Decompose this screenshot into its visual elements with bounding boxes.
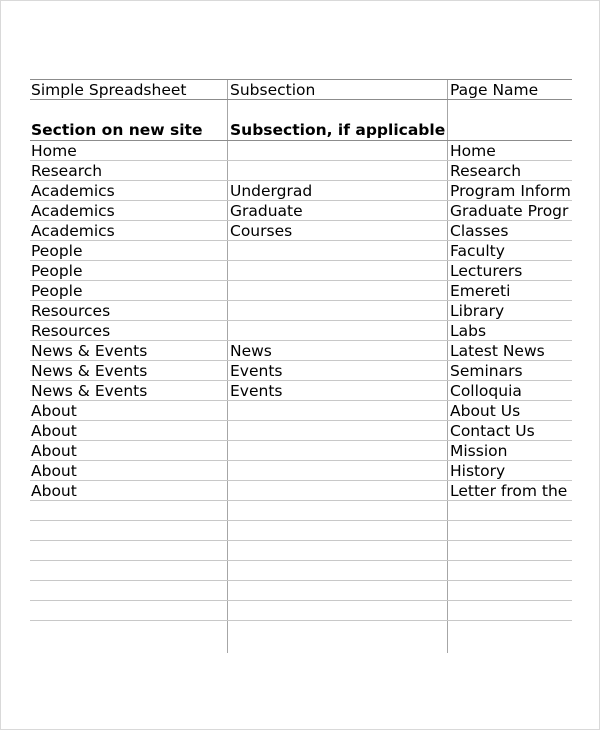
table-row bbox=[30, 360, 572, 381]
page-name-cell: Mission bbox=[450, 442, 508, 460]
subsection-cell: Events bbox=[230, 382, 283, 400]
section-cell: Research bbox=[31, 162, 103, 180]
section-cell: Academics bbox=[31, 182, 115, 200]
page-name-cell: Colloquia bbox=[450, 382, 522, 400]
table-row bbox=[30, 260, 572, 281]
page-name-cell: About Us bbox=[450, 402, 521, 420]
section-cell: News & Events bbox=[31, 382, 148, 400]
section-cell: About bbox=[31, 402, 77, 420]
subsection-cell: Courses bbox=[230, 222, 293, 240]
table-row bbox=[30, 220, 572, 241]
table-row bbox=[30, 540, 572, 561]
page-name-cell: Faculty bbox=[450, 242, 505, 260]
section-cell: About bbox=[31, 442, 77, 460]
subsection-cell: Graduate bbox=[230, 202, 303, 220]
table-row bbox=[30, 180, 572, 201]
subheader-cell-section: Section on new site bbox=[31, 121, 203, 139]
table-row bbox=[30, 520, 572, 541]
section-cell: Resources bbox=[31, 322, 111, 340]
table-row bbox=[30, 620, 572, 641]
header-cell-simple-spreadsheet: Simple Spreadsheet bbox=[31, 81, 187, 99]
table-row bbox=[30, 440, 572, 461]
page-name-cell: Research bbox=[450, 162, 522, 180]
section-cell: News & Events bbox=[31, 362, 148, 380]
table-row bbox=[30, 400, 572, 421]
section-cell: About bbox=[31, 462, 77, 480]
page-name-cell: Library bbox=[450, 302, 505, 320]
page-name-cell: Lecturers bbox=[450, 262, 523, 280]
header-row bbox=[30, 79, 572, 100]
page-name-cell: Emereti bbox=[450, 282, 511, 300]
header-cell-subsection: Subsection bbox=[230, 81, 316, 99]
section-cell: Resources bbox=[31, 302, 111, 320]
page-name-cell: Latest News bbox=[450, 342, 545, 360]
page-name-cell: History bbox=[450, 462, 506, 480]
subsection-cell: News bbox=[230, 342, 272, 360]
table-row bbox=[30, 500, 572, 521]
subheader-cell-subsection: Subsection, if applicable bbox=[230, 121, 446, 139]
section-cell: About bbox=[31, 422, 77, 440]
section-cell: People bbox=[31, 262, 83, 280]
table-row bbox=[30, 300, 572, 321]
section-cell: Academics bbox=[31, 222, 115, 240]
table-row bbox=[30, 380, 572, 401]
table-row bbox=[30, 600, 572, 621]
page-name-cell: Labs bbox=[450, 322, 487, 340]
page-name-cell: Classes bbox=[450, 222, 509, 240]
table-row bbox=[30, 320, 572, 341]
table-row bbox=[30, 560, 572, 581]
table-row bbox=[30, 280, 572, 301]
page-name-cell: Letter from the bbox=[450, 482, 568, 500]
header-cell-page-name: Page Name bbox=[450, 81, 539, 99]
page-name-cell: Home bbox=[450, 142, 496, 160]
subsection-cell: Undergrad bbox=[230, 182, 313, 200]
table-row bbox=[30, 580, 572, 601]
table-row bbox=[30, 140, 572, 161]
page-name-cell: Program Inform bbox=[450, 182, 571, 200]
table-row bbox=[30, 240, 572, 261]
section-cell: People bbox=[31, 282, 83, 300]
subheader-row bbox=[30, 99, 572, 140]
section-cell: People bbox=[31, 242, 83, 260]
section-cell: Academics bbox=[31, 202, 115, 220]
section-cell: About bbox=[31, 482, 77, 500]
spreadsheet-table bbox=[30, 79, 572, 653]
table-row bbox=[30, 460, 572, 481]
table-row bbox=[30, 160, 572, 181]
page-name-cell: Contact Us bbox=[450, 422, 535, 440]
page-name-cell: Seminars bbox=[450, 362, 523, 380]
table-row bbox=[30, 420, 572, 441]
subsection-cell: Events bbox=[230, 362, 283, 380]
table-row bbox=[30, 340, 572, 361]
table-row bbox=[30, 200, 572, 221]
section-cell: News & Events bbox=[31, 342, 148, 360]
table-row bbox=[30, 480, 572, 501]
page-name-cell: Graduate Progr bbox=[450, 202, 569, 220]
section-cell: Home bbox=[31, 142, 77, 160]
